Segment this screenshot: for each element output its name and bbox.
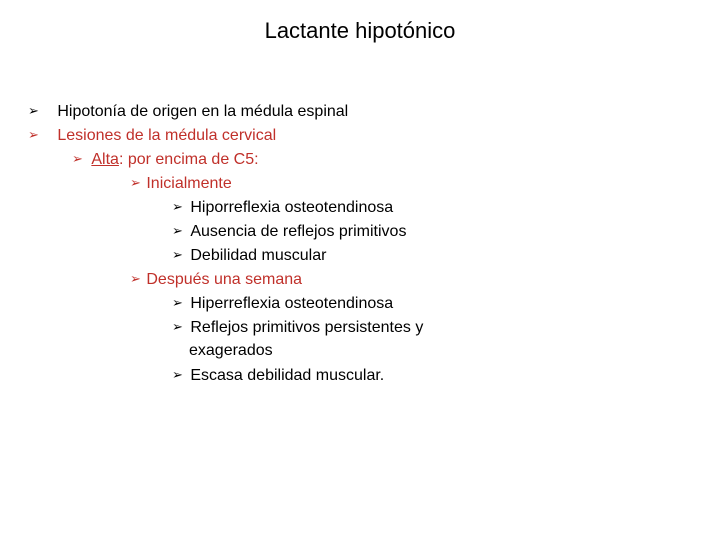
list-item-text: Escasa debilidad muscular. <box>190 367 385 384</box>
list-item-text: Hipotonía de origen en la médula espinal <box>57 103 349 120</box>
list-item-lesiones <box>28 125 276 146</box>
list-item-text: Reflejos primitivos persistentes y <box>190 319 424 336</box>
arrow-bullet-icon: ➢ <box>72 151 83 166</box>
list-item-escasa <box>172 365 384 386</box>
arrow-bullet-icon: ➢ <box>130 175 141 190</box>
arrow-bullet-icon: ➢ <box>172 319 183 334</box>
arrow-bullet-icon: ➢ <box>28 103 39 118</box>
list-item-continuation <box>189 341 273 361</box>
arrow-bullet-icon: ➢ <box>172 199 183 214</box>
list-item-text: exagerados <box>189 342 273 359</box>
list-item-hiporreflexia <box>172 197 393 218</box>
arrow-bullet-icon: ➢ <box>172 223 183 238</box>
list-item-despues <box>130 269 302 290</box>
arrow-bullet-icon: ➢ <box>130 271 141 286</box>
arrow-bullet-icon: ➢ <box>172 247 183 262</box>
list-item-text: : por encima de C5: <box>118 151 259 168</box>
arrow-bullet-icon: ➢ <box>28 127 39 142</box>
list-item-text: Hiporreflexia osteotendinosa <box>190 199 394 216</box>
list-item-text: Lesiones de la médula cervical <box>57 127 277 144</box>
list-item-text: Después una semana <box>146 271 303 288</box>
list-item-inicialmente <box>130 173 232 194</box>
list-item-hiperreflexia <box>172 293 393 314</box>
list-item-debilidad <box>172 245 326 266</box>
list-item-text: Inicialmente <box>146 175 232 192</box>
alta-label: Alta <box>91 151 119 168</box>
list-item-hipotonia <box>28 101 348 122</box>
arrow-bullet-icon: ➢ <box>172 295 183 310</box>
list-item-text: Hiperreflexia osteotendinosa <box>190 295 394 312</box>
list-item-alta <box>72 149 259 170</box>
arrow-bullet-icon: ➢ <box>172 367 183 382</box>
list-item-reflejos <box>172 317 423 338</box>
list-item-text: Debilidad muscular <box>190 247 327 264</box>
slide-title: Lactante hipotónico <box>264 18 456 43</box>
list-item-ausencia <box>172 221 406 242</box>
list-item-text: Ausencia de reflejos primitivos <box>190 223 407 240</box>
